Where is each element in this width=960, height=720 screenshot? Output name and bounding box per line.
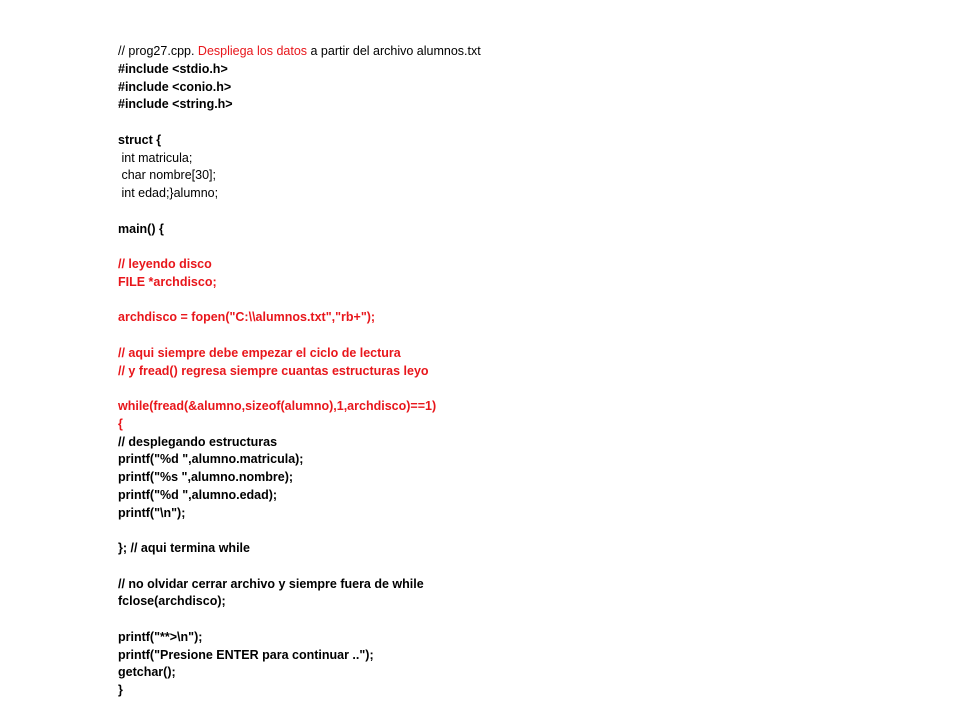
code-line-struct-close: int edad;}alumno; — [118, 186, 219, 200]
code-blank-line — [118, 292, 918, 310]
code-line-brace-open: { — [118, 416, 123, 431]
code-line-comment-red: // aqui siempre debe empezar el ciclo de lectura — [118, 345, 401, 360]
code-line-while-end: }; // aqui termina while — [118, 541, 250, 555]
code-line-printf: printf("**>\n"); — [118, 629, 203, 644]
code-line-fopen: archdisco = fopen("C:\\alumnos.txt","rb+"); — [118, 310, 376, 325]
code-blank-line — [118, 611, 918, 629]
code-comment-text: // prog27.cpp. — [118, 44, 198, 58]
code-line-comment-red: // y fread() regresa siempre cuantas estructuras leyo — [118, 363, 429, 378]
code-line-include-stdio: #include <stdio.h> — [118, 61, 228, 76]
code-line-printf: printf("%s ",alumno.nombre); — [118, 470, 294, 484]
code-line-printf: printf("Presione ENTER para continuar .."); — [118, 647, 374, 662]
code-line-main: main() { — [118, 221, 164, 236]
code-line-while: while(fread(&alumno,sizeof(alumno),1,archdisco)==1) — [118, 399, 437, 413]
code-line-struct-field: char nombre[30]; — [118, 168, 216, 183]
code-line-printf: printf("\n"); — [118, 505, 186, 520]
code-line-include-string: #include <string.h> — [118, 97, 233, 112]
code-line-fclose: fclose(archdisco); — [118, 594, 226, 609]
code-line-comment: // desplegando estructuras — [118, 434, 278, 449]
code-blank-line — [118, 327, 918, 345]
code-blank-line — [118, 114, 918, 132]
code-blank-line — [118, 380, 918, 398]
code-line-include-conio: #include <conio.h> — [118, 79, 232, 94]
code-listing — [118, 43, 918, 700]
code-line-printf: printf("%d ",alumno.edad); — [118, 487, 278, 502]
code-blank-line — [118, 522, 918, 540]
code-comment-highlight: Despliega los datos — [197, 44, 308, 58]
code-line-main-close: } — [118, 683, 123, 697]
code-blank-line — [118, 238, 918, 256]
code-line-struct-open: struct { — [118, 132, 162, 147]
code-blank-line — [118, 558, 918, 576]
code-line-getchar: getchar(); — [118, 665, 176, 680]
code-line-comment-red: // leyendo disco — [118, 257, 212, 271]
code-line-struct-field: int matricula; — [118, 150, 193, 165]
code-line-header-comment — [118, 43, 918, 61]
code-comment-text: a partir del archivo alumnos.txt — [307, 44, 481, 58]
code-blank-line — [118, 203, 918, 221]
code-line-file-decl: FILE *archdisco; — [118, 274, 217, 289]
code-line-comment: // no olvidar cerrar archivo y siempre fuera de while — [118, 576, 424, 591]
code-line-printf: printf("%d ",alumno.matricula); — [118, 452, 304, 467]
